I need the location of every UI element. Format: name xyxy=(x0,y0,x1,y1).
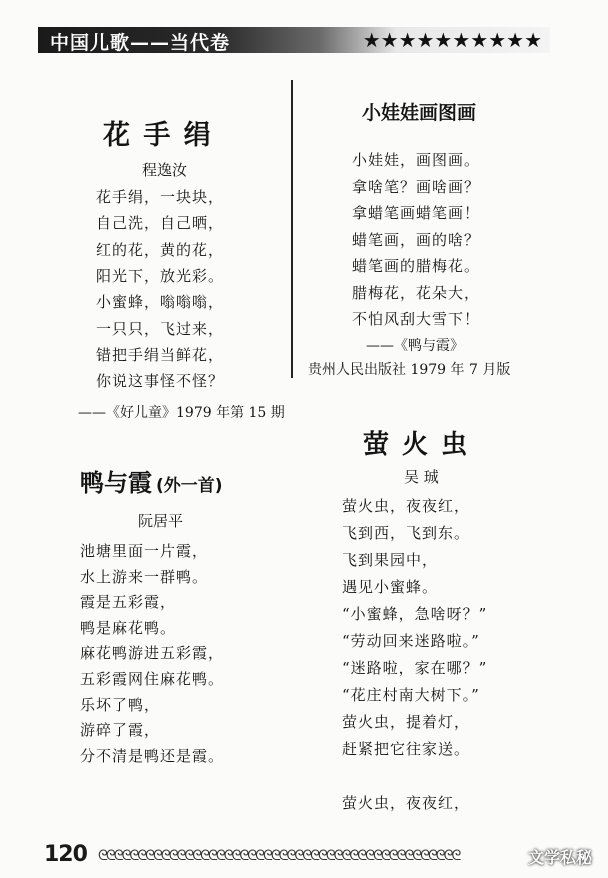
poem3-source-publisher: 贵州人民出版社 1979 年 7 月版 xyxy=(308,362,511,378)
footer-ornament: ᘓᘓᘓᘓᘓᘓᘓᘓᘓᘓᘓᘓᘓᘓᘓᘓᘓᘓᘓᘓᘓᘓᘓᘓᘓᘓᘓᘓᘓᘓᘓᘓᘓᘓᘓᘓᘓᘓᘓᘓᘓᘓᘓᘓᘓᘓ xyxy=(98,848,460,864)
page-number: 120 xyxy=(44,842,87,867)
star-decoration: ★★★★★★★★★★ xyxy=(362,28,542,52)
poem1-source: ——《好儿童》1979 年第 15 期 xyxy=(78,405,285,421)
poem-line: 拿蜡笔画蜡笔画！ xyxy=(352,204,481,222)
page-footer xyxy=(30,838,578,878)
poem-line: 乐坏了鸭， xyxy=(80,695,161,714)
poem-line: 水上游来一群鸭。 xyxy=(80,567,209,586)
poem2-author: 阮居平 xyxy=(138,512,184,530)
poem-line: 遇见小蜜蜂。 xyxy=(342,578,439,596)
poem-line: 不怕风刮大雪下！ xyxy=(352,310,481,328)
watermark: 文学私秘 xyxy=(528,848,593,867)
poem-line: 蜡笔画的腊梅花。 xyxy=(352,257,481,275)
poem-line: 小蜜蜂，嗡嗡嗡， xyxy=(96,293,225,312)
poem-line: “小蜜蜂，急啥呀？” xyxy=(342,605,488,623)
book-title: 中国儿歌——当代卷 xyxy=(50,32,231,54)
poem-line: 萤火虫，夜夜红， xyxy=(342,497,471,515)
poem1-title: 花 手 绢 xyxy=(103,120,213,151)
poem-line: “花庄村南大树下。” xyxy=(342,686,480,704)
poem-line: 霞是五彩霞， xyxy=(80,593,177,612)
poem-line: 阳光下，放光彩。 xyxy=(96,266,225,285)
poem-line: 花手绢，一块块， xyxy=(96,188,225,206)
poem-line: 麻花鸭游进五彩霞， xyxy=(80,644,225,663)
poem-line: 飞到果园中， xyxy=(342,551,439,569)
poem-line: 鸭是麻花鸭。 xyxy=(80,618,177,637)
poem-line: “迷路啦，家在哪？” xyxy=(342,659,488,677)
poem-line: 飞到西，飞到东。 xyxy=(342,524,471,542)
poem4-title: 萤 火 虫 xyxy=(363,430,470,460)
poem-line: 萤火虫，夜夜红， xyxy=(342,794,471,812)
poem-line: 赶紧把它往家送。 xyxy=(342,740,471,758)
poem-line: 池塘里面一片霞， xyxy=(80,542,209,560)
poem2-title-main: 鸭与霞 xyxy=(80,469,152,497)
poem-line: 腊梅花，花朵大， xyxy=(352,283,481,302)
poem3-source-title: ——《鸭与霞》 xyxy=(366,338,464,354)
poem-line: 红的花，黄的花， xyxy=(96,240,225,259)
poem2-subtitle: (外一首) xyxy=(156,476,223,496)
header-banner xyxy=(38,27,550,53)
poem-line: 游碎了霞， xyxy=(80,721,161,740)
poem-line: 五彩霞网住麻花鸭。 xyxy=(80,670,225,688)
poem-line: 拿啥笔？画啥画？ xyxy=(352,177,481,196)
poem-line: 自己洗，自己晒， xyxy=(96,214,225,233)
column-divider xyxy=(291,80,293,378)
poem-line: 蜡笔画，画的啥？ xyxy=(352,230,481,249)
poem-line: 分不清是鸭还是霞。 xyxy=(80,746,225,765)
poem2-title xyxy=(80,463,223,498)
poem-line: 萤火虫，提着灯， xyxy=(342,713,471,731)
poem-line: 错把手绢当鲜花， xyxy=(96,345,225,364)
poem-line: 小娃娃，画图画。 xyxy=(352,151,481,169)
poem1-author: 程逸汝 xyxy=(142,161,188,179)
poem4-author: 吴 珹 xyxy=(404,468,439,486)
poem3-title: 小娃娃画图画 xyxy=(362,102,477,124)
poem-line: “劳动回来迷路啦。” xyxy=(342,632,480,650)
poem-line: 你说这事怪不怪？ xyxy=(96,372,225,391)
poem-line: 一只只，飞过来， xyxy=(96,319,225,338)
